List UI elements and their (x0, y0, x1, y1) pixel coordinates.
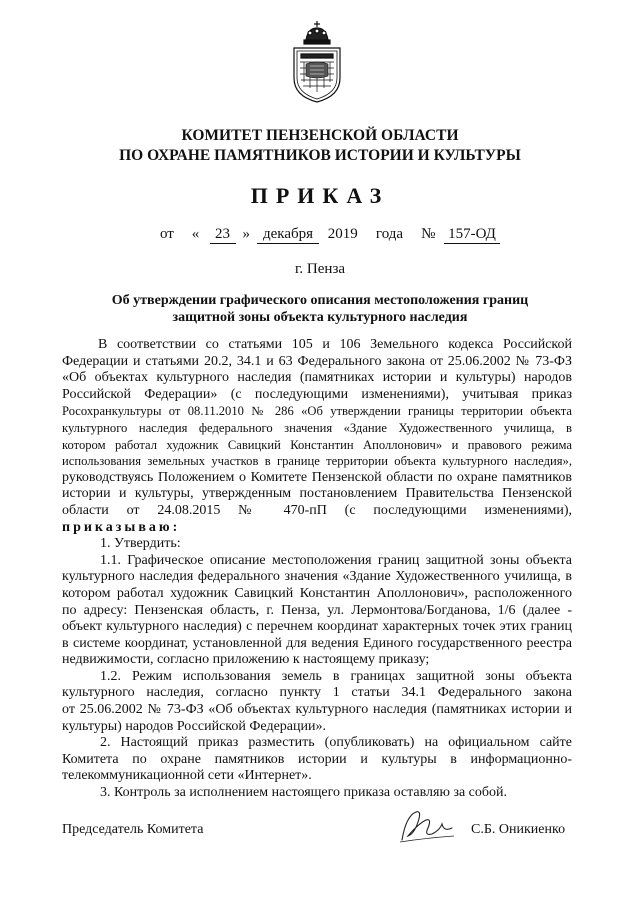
body-line: Российской Федерации» (с последующими изменениями), учитывая приказ (62, 386, 572, 402)
body-line: культурного наследия федерального значения «Здание Художественного училища, в (62, 569, 572, 585)
quote-close: » (242, 226, 250, 242)
body-line: Росохранкультуры от 08.11.2010 № 286 «Об утверждении границы территории объекта (62, 404, 572, 419)
quote-open: « (191, 226, 200, 242)
body-line: руководствуясь Положением о Комитете Пензенской области по охране памятников (62, 469, 572, 485)
document-number: 157-ОД (444, 226, 500, 244)
signatory-name: С.Б. Оникиенко (471, 822, 566, 837)
body-line: Федерации и статьями 20.2, 34.1 и 63 Федерального закона от 25.06.2002 № 73-ФЗ (62, 353, 572, 369)
signatory-position: Председатель Комитета (62, 822, 204, 837)
body-line: 1. Утвердить: (100, 536, 181, 552)
body-line: культурного наследия федерального значения «Здание Художественного училища, в (62, 420, 572, 435)
document-type-title: ПРИКАЗ (250, 183, 390, 208)
handwritten-signature (396, 806, 458, 846)
body-line: 1.1. Графическое описание местоположения границ защитной зоны объекта (100, 552, 572, 568)
body-line: «Об объектах культурного наследия (памятниках истории и культуры) народов (62, 370, 572, 386)
date-year: 2019 (327, 226, 358, 242)
body-line: от 25.06.2002 № 73-ФЗ «Об объектах культурного наследия (памятниках истории и (62, 702, 572, 718)
body-line: Комитета по охране памятников истории и культуры в информационно- (62, 751, 572, 767)
body-line: котором работал художник Савицкий Константин Аполлонович» и правового режима (62, 437, 572, 452)
body-line: по адресу: Пензенская область, г. Пенза, ул. Лермонтова/Богданова, 1/6 (далее - (62, 602, 572, 618)
city-name: г. Пенза (294, 261, 346, 277)
date-from-label: от (160, 226, 174, 242)
body-line: недвижимости, согласно приложению к настоящему приказу; (62, 652, 430, 668)
body-line: области от 24.08.2015 № 470-пП (с последующими изменениями), (62, 502, 572, 518)
number-sign: № (421, 226, 436, 242)
body-line: в системе координат, установленной для ведения Единого государственного реестра (62, 635, 572, 651)
body-line: телекоммуникационной сети «Интернет». (62, 768, 312, 784)
body-line: 1.2. Режим использования земель в границах защитной зоны объекта (100, 668, 572, 684)
subject-line1: Об утверждении графического описания местоположения границ (111, 293, 529, 308)
body-line: В соответствии со статьями 105 и 106 Земельного кодекса Российской (98, 337, 572, 352)
body-line: истории и культуры, утвержденным постановлением Правительства Пензенской (62, 486, 572, 502)
date-day: 23 (210, 226, 236, 244)
body-line: использования земельных участков в границе территории объекта культурного наследия», (62, 454, 572, 469)
body-line: объект культурного наследия) с перечнем координат характерных точек этих границ (62, 619, 572, 635)
date-month: декабря (257, 226, 319, 244)
body-line: котором работал художник Савицкий Константин Аполлонович», расположенного (62, 585, 572, 601)
coat-of-arms-icon (288, 18, 346, 104)
organization-name-line1: КОМИТЕТ ПЕНЗЕНСКОЙ ОБЛАСТИ (181, 127, 459, 144)
body-line: 2. Настоящий приказ разместить (опубликовать) на официальном сайте (100, 735, 572, 751)
date-year-word: года (375, 226, 404, 242)
date-number-line (160, 226, 500, 244)
document-body (62, 337, 572, 802)
body-line: культуры) народов Российской Федерации». (62, 718, 326, 734)
body-line: культурного наследия, согласно пункту 1 статьи 34.1 Федерального закона (62, 685, 572, 701)
order-keyword: приказываю: (62, 519, 181, 535)
subject-line2: защитной зоны объекта культурного наследия (172, 310, 468, 325)
organization-name-line2: ПО ОХРАНЕ ПАМЯТНИКОВ ИСТОРИИ И КУЛЬТУРЫ (119, 147, 521, 164)
body-line: 3. Контроль за исполнением настоящего приказа оставляю за собой. (100, 785, 508, 801)
